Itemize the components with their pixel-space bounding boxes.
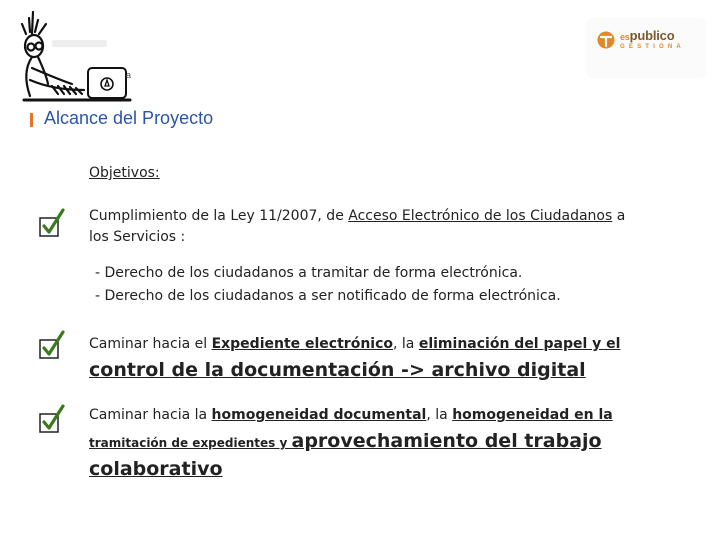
title-accent-bar bbox=[30, 113, 33, 127]
objectives-heading: Objetivos: bbox=[89, 165, 160, 181]
objective-1: Cumplimiento de la Ley 11/2007, de Acceso Electrónico de los Ciudadanos a los Servicios : bbox=[89, 208, 626, 245]
objective-2: Caminar hacia el Expediente electrónico, la eliminación del papel y el bbox=[89, 336, 621, 352]
objective-3-line-2: tramitación de expedientes y aprovechamiento del trabajo bbox=[89, 430, 602, 452]
decorative-bar bbox=[52, 40, 107, 47]
logo-icon bbox=[597, 31, 615, 49]
logo-wordmark: espublico bbox=[620, 28, 675, 43]
objective-1-link: Acceso Electrónico de los Ciudadanos bbox=[348, 208, 613, 224]
page-title: Alcance del Proyecto bbox=[44, 108, 214, 128]
objective-2-line-2: control de la documentación -> archivo digital bbox=[89, 359, 586, 381]
objective-3-line-3: colaborativo bbox=[89, 458, 223, 480]
objective-3-link-1: homogeneidad documental bbox=[211, 407, 427, 423]
objective-3: Caminar hacia la homogeneidad documental, la homogeneidad en la bbox=[89, 407, 613, 423]
logo-subtitle: GESTIONA bbox=[620, 44, 685, 50]
illustration-fragment-text: a bbox=[126, 70, 132, 80]
right-item: - Derecho de los ciudadanos a tramitar de forma electrónica. bbox=[95, 265, 523, 281]
cartoon-illustration bbox=[12, 4, 137, 104]
objective-3-link-2: homogeneidad en la bbox=[452, 407, 613, 423]
right-item: - Derecho de los ciudadanos a ser notificado de forma electrónica. bbox=[95, 288, 561, 304]
checkmark-icon bbox=[38, 404, 66, 434]
checkmark-icon bbox=[38, 330, 66, 360]
checkmark-icon bbox=[38, 208, 66, 238]
objective-2-link-1: Expediente electrónico bbox=[211, 336, 394, 352]
objective-2-link-2: eliminación del papel y el bbox=[418, 336, 621, 352]
